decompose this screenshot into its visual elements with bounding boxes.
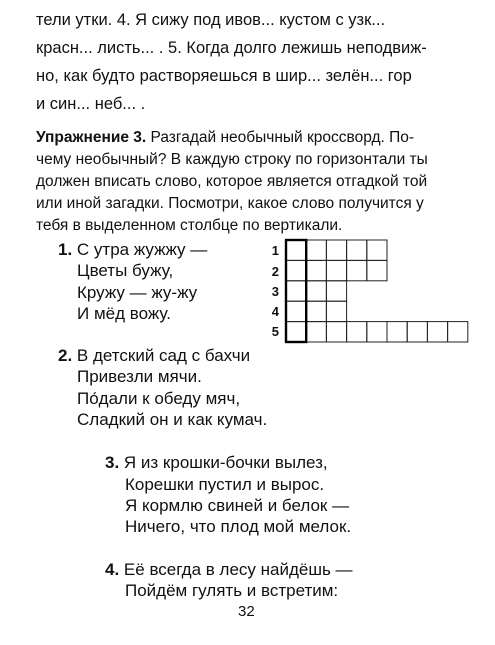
paragraph-line: тели утки. 4. Я сижу под ивов... кустом с узк...: [36, 11, 386, 29]
crossword-cell: [367, 240, 387, 260]
exercise-line: или иной загадки. Посмотри, какое слово получится у: [36, 195, 424, 212]
crossword-cell: [367, 260, 387, 280]
riddle-2-line: Сладкий он и как кумач.: [77, 410, 268, 429]
riddle-1-line: Кружу — жу-жу: [77, 283, 198, 302]
riddle-number: 1.: [58, 240, 73, 259]
exercise-title: Упражнение 3.: [36, 129, 147, 146]
crossword-cell: [347, 322, 367, 342]
riddle-number: 4.: [105, 560, 120, 579]
paragraph-line: и син... неб... .: [36, 95, 146, 113]
crossword-cell: [306, 322, 326, 342]
riddle-1-line: [58, 240, 207, 260]
riddle-number: 2.: [58, 346, 73, 365]
row-label: 4: [271, 304, 279, 319]
riddle-text: В детский сад с бахчи: [76, 346, 251, 365]
row-label: 3: [271, 284, 279, 299]
riddle-1-line: И мёд вожу.: [77, 304, 171, 323]
crossword-cell: [306, 240, 326, 260]
crossword-cell: [326, 301, 346, 321]
crossword-cell: [347, 240, 367, 260]
crossword-cell: [306, 260, 326, 280]
crossword-cell: [407, 322, 427, 342]
paragraph-line: но, как будто растворяешься в шир... зелён... гор: [36, 67, 412, 85]
riddle-2-line: Привезли мячи.: [77, 367, 202, 386]
riddle-text: Я из крошки-бочки вылез,: [123, 453, 328, 472]
paragraph-line: красн... листь... . 5. Когда долго лежишь неподвиж-: [36, 39, 427, 57]
row-label: 1: [271, 243, 279, 258]
crossword-cell: [306, 281, 326, 301]
crossword-cell: [286, 322, 306, 342]
crossword-cell: [326, 260, 346, 280]
riddle-4-line: [105, 560, 353, 580]
riddle-2-line: По́дали к обеду мяч,: [77, 389, 241, 408]
crossword-cell: [347, 260, 367, 280]
highlighted-column: [286, 240, 306, 342]
riddle-4-line: Пойдём гулять и встретим:: [125, 581, 339, 600]
riddle-2-line: [58, 346, 250, 366]
row-label: 2: [271, 264, 279, 279]
riddle-3-line: Я кормлю свиней и белок —: [125, 496, 350, 515]
riddle-text: Её всегда в лесу найдёшь —: [123, 560, 353, 579]
row-label: 5: [271, 324, 279, 339]
crossword-cell: [326, 281, 346, 301]
exercise-line: тебя в выделенном столбце по вертикали.: [36, 217, 343, 234]
crossword-cell: [326, 322, 346, 342]
crossword-cell: [427, 322, 447, 342]
riddle-text: С утра жужжу —: [76, 240, 208, 259]
crossword-cell: [326, 240, 346, 260]
crossword-cell: [286, 260, 306, 280]
exercise-text: Разгадай необычный кроссворд. По-: [146, 129, 415, 146]
riddle-3-line: Корешки пустил и вырос.: [125, 475, 325, 494]
crossword-cell: [306, 301, 326, 321]
crossword-cell: [286, 240, 306, 260]
riddle-3-line: Ничего, что плод мой мелок.: [125, 517, 352, 536]
crossword-cell: [286, 301, 306, 321]
crossword-cell: [286, 281, 306, 301]
page-number: 32: [238, 603, 255, 620]
riddle-3-line: [105, 453, 328, 473]
crossword-cell: [367, 322, 387, 342]
riddle-number: 3.: [105, 453, 120, 472]
crossword-cell: [448, 322, 468, 342]
crossword-cell: [387, 322, 407, 342]
riddle-1-line: Цветы бужу,: [77, 261, 174, 280]
exercise-line: должен вписать слово, которое является отгадкой той: [36, 173, 428, 190]
exercise-line: чему необычный? В каждую строку по горизонтали ты: [36, 151, 428, 168]
